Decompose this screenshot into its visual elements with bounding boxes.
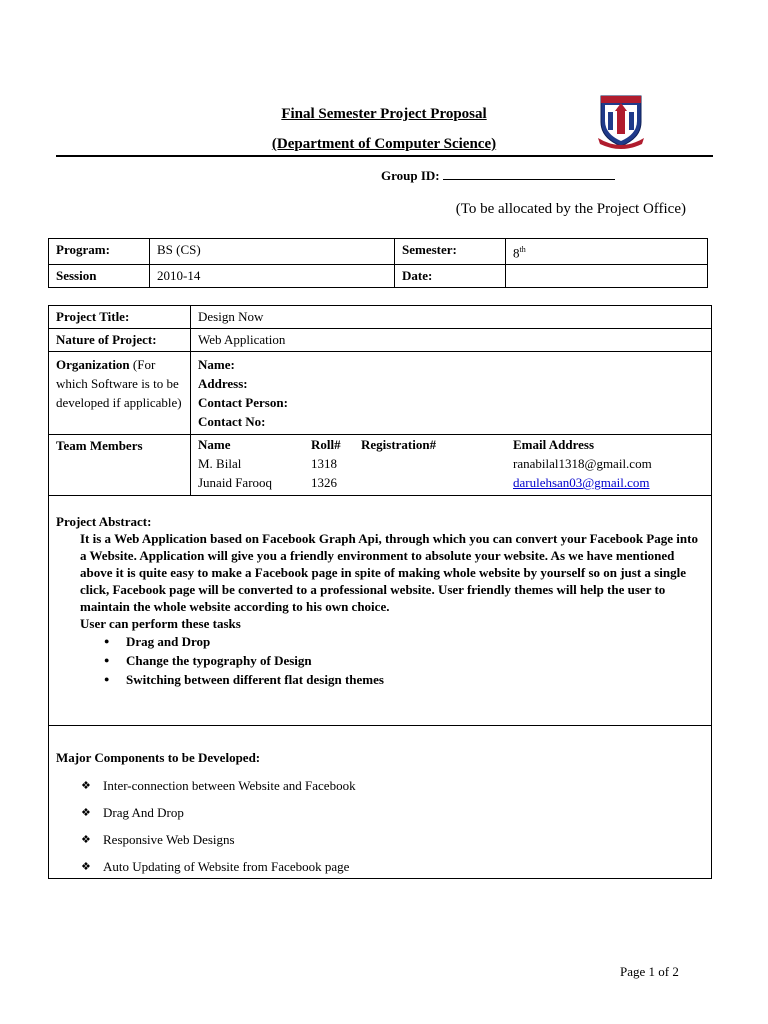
abstract-label: Project Abstract: [56,514,152,529]
session-label: Session [49,265,150,288]
task-item: ● Switching between different flat design themes [126,670,704,689]
components-label: Major Components to be Developed: [56,750,261,765]
project-details-table [48,305,712,879]
semester-suffix: th [519,245,526,254]
org-contact-person-label: Contact Person: [198,395,288,410]
department-title: (Department of Computer Science) [271,136,497,152]
tasks-list [56,632,704,689]
allocation-note: (To be allocated by the Project Office) [455,201,686,217]
group-id-field [381,167,615,184]
task-item: ● Drag and Drop [126,632,704,651]
nature-label: Nature of Project: [49,329,191,352]
team-header-row [198,435,704,454]
team-header-roll: Roll# [311,437,341,452]
components-list [56,778,704,875]
member-roll: 1318 [311,456,337,471]
tasks-label: User can perform these tasks [80,616,241,631]
organization-note: (For which Software is to be developed if applicable) [56,357,182,410]
semester-value: 8th [506,239,708,265]
member-name: Junaid Farooq [198,475,273,490]
group-id-blank [443,167,615,180]
org-name-label: Name: [198,357,235,372]
member-roll: 1326 [311,475,337,490]
component-item: ❖ Drag And Drop [103,805,704,821]
team-header-registration: Registration# [361,437,437,452]
program-info-table [48,238,708,288]
group-id-label: Group ID: [381,168,440,183]
components-cell [49,726,712,879]
team-header-name: Name [198,437,231,452]
member-name: M. Bilal [198,456,242,471]
member-email-link[interactable]: darulehsan03@gmail.com [513,475,650,490]
nature-value: Web Application [191,329,712,352]
component-item: ❖ Responsive Web Designs [103,832,704,848]
program-label: Program: [49,239,150,265]
component-item: ❖ Auto Updating of Website from Facebook page [103,859,704,875]
date-value [506,265,708,288]
semester-label: Semester: [395,239,506,265]
org-address-label: Address: [198,376,248,391]
program-value: BS (CS) [150,239,395,265]
member-registration [361,473,513,492]
organization-cell [49,352,191,435]
page-number: Page 1 of 2 [620,964,679,979]
team-members-label: Team Members [49,435,191,496]
university-crest-icon [596,92,646,150]
team-members-cell [191,435,712,496]
team-member-row [198,454,704,473]
abstract-cell [49,496,712,726]
task-item: ● Change the typography of Design [126,651,704,670]
organization-fields [191,352,712,435]
document-title: Final Semester Project Proposal [281,106,487,122]
session-value: 2010-14 [150,265,395,288]
org-contact-no-label: Contact No: [198,414,266,429]
component-item: ❖ Inter-connection between Website and Facebook [103,778,704,794]
team-member-row [198,473,704,492]
abstract-text: It is a Web Application based on Facebook Graph Api, through which you can convert your Facebook Page into a Website. Application will give you a friendly environment to absolute your website. As we have mentioned above it is quite easy to make a Facebook page in spite of making whole website by yourself so on just a single click, Facebook page will be converted to a professional website. User friendly themes will help the user to maintain the whole website according to his own choice. [80,531,698,614]
member-registration [361,454,513,473]
team-header-email: Email Address [513,437,595,452]
header-rule [56,155,713,157]
member-email: ranabilal1318@gmail.com [513,456,652,471]
organization-label: Organization [56,357,130,372]
project-title-label: Project Title: [49,306,191,329]
project-title-value: Design Now [191,306,712,329]
date-label: Date: [395,265,506,288]
